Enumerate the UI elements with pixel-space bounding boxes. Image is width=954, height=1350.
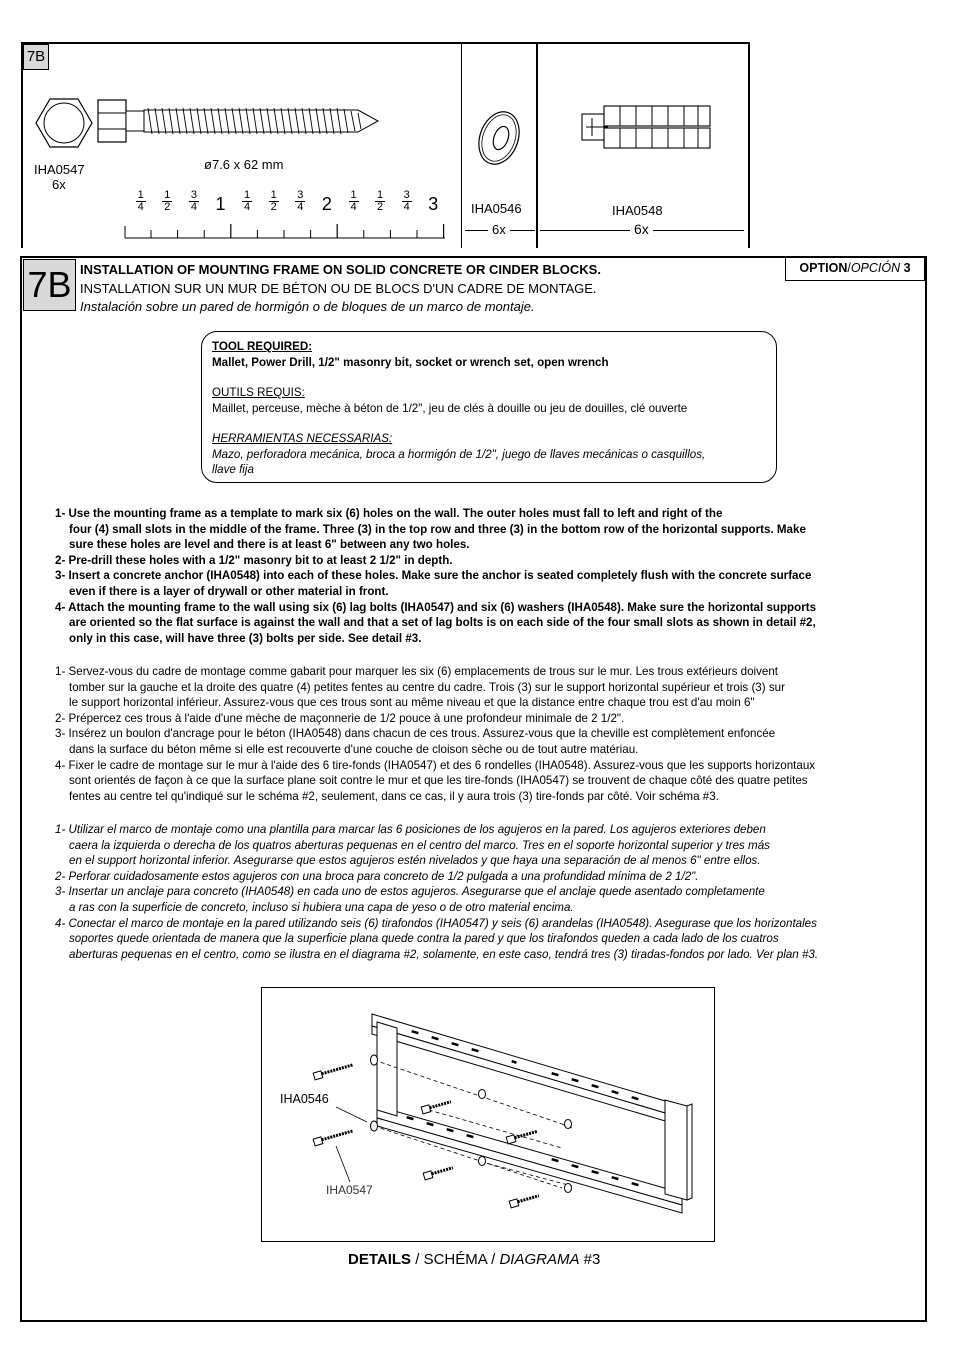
steps-spanish: [55, 822, 818, 962]
steps-english: [55, 506, 816, 646]
caption-sep: /: [411, 1251, 424, 1268]
tools-heading-fr: OUTILS REQUIS:: [212, 386, 305, 399]
step-line: 1- Use the mounting frame as a template to mark six (6) holes on the wall. The outer holes must fall to left and right of the: [55, 507, 723, 520]
ruler-label: 2: [321, 194, 332, 214]
option-number: 3: [903, 261, 911, 275]
caption-details: DETAILS: [348, 1251, 412, 1268]
step-line: 1- Servez-vous du cadre de montage comme gabarit pour marquer les six (6) emplacements de trous sur le mur. Les trous extérieurs doivent: [55, 665, 779, 678]
anchor-icon: [578, 102, 718, 152]
step-line: 3- Insert a concrete anchor (IHA0548) into each of these holes. Make sure the anchor is seated completely flush with the concrete surface: [55, 569, 812, 583]
tools-list-fr: Maillet, perceuse, mèche à béton de 1/2", jeu de clés à douille ou jeu de douilles, clé ouverte: [212, 401, 688, 415]
step-line: le support horizontal inférieur. Assurez-vous que ces trous sont au même niveau et que la distance entre chaque trou est d'au moin 6": [69, 696, 755, 710]
step-line: only in this case, will have three (3) bolts per side. See detail #3.: [69, 631, 422, 645]
section-title-en: INSTALLATION OF MOUNTING FRAME ON SOLID CONCRETE OR CINDER BLOCKS.: [80, 262, 601, 277]
parts-panel-divider-2: [536, 44, 538, 248]
tools-list-en: Mallet, Power Drill, 1/2" masonry bit, socket or wrench set, open wrench: [212, 355, 609, 369]
section-title-fr: INSTALLATION SUR UN MUR DE BÉTON OU DE BLOCS D'UN CADRE DE MONTAGE.: [80, 281, 597, 296]
parts-panel-divider-1: [461, 44, 462, 248]
caption-diagrama: DIAGRAMA: [499, 1251, 580, 1268]
step-line: 2- Perforar cuidadosamente estos agujeros con una broca para concreto de 1/2 pulgada a una profundidad mínima de 2 1/2".: [55, 869, 699, 883]
washer-qty: 6x: [488, 222, 510, 237]
step-line: soportes quede orientada de manera que la superficie plana quede contra la pared y que los tirafondos queden a cada lado de los cuatros: [69, 932, 779, 946]
diagram-label-washer: IHA0546: [280, 1092, 329, 1106]
step-line: fentes au centre tel qu'indiqué sur le schéma #2, seulement, dans ce cas, il y aura trois (3) tire-fonds par côté. Voir schéma #3.: [69, 789, 719, 803]
step-line: 1- Utilizar el marco de montaje como una plantilla para marcar las 6 posiciones de los agujeros en la pared. Los agujeros exteriores deben: [55, 823, 766, 836]
step-line: 3- Insérez un boulon d'ancrage pour le béton (IHA0548) dans chacun de ces trous. Assurez-vous que la cheville est complètement enfoncée: [55, 727, 776, 741]
ruler-label: 1 4: [350, 189, 357, 213]
tools-required-box: [201, 331, 777, 483]
washer-code: IHA0546: [471, 201, 522, 216]
diagram-label-bolt: IHA0547: [326, 1183, 373, 1197]
bolt-size: ø7.6 x 62 mm: [204, 157, 284, 172]
anchor-code: IHA0548: [612, 203, 663, 218]
ruler-label: 1 4: [244, 189, 251, 213]
option-sep: /: [847, 261, 851, 275]
step-line: en el support horizontal inferior. Asegurarse que estos agujeros estén nivelados y que haya una separación de al menos 6" entre ellos.: [69, 854, 761, 868]
step-line: dans la surface du béton même si elle est recouverte d'une couche de cloison sèche ou de tout autre matériau.: [69, 742, 639, 756]
caption-number: #3: [579, 1251, 601, 1268]
ruler-label: 1 2: [164, 189, 171, 213]
step-line: 4- Conectar el marco de montaje en la pared utilizando seis (6) tirafondos (IHA0547) y seis (6) arandelas (IHA0548). Asegurase que los horizontales: [55, 916, 817, 930]
step-line: 4- Attach the mounting frame to the wall using six (6) lag bolts (IHA0547) and six (6) washers (IHA0548). Make sure the horizontal supports: [55, 600, 817, 614]
diagram-caption: [348, 1251, 600, 1268]
caption-schema: SCHÉMA: [423, 1251, 487, 1268]
tools-list-es-line-1: Mazo, perforadora mecánica, broca a hormigón de 1/2", juego de llaves mecánicas o casquillos,: [212, 447, 706, 461]
step-line: aberturas pequenas en el centro, como se ilustra en el diagrama #2, solamente, en este caso, tendrá tres (3) tiradas-fondos por lado. Ver plan #3.: [69, 947, 819, 961]
parts-panel-label: 7B: [23, 44, 49, 70]
step-line: tomber sur la gauche et la droite des quatre (4) petites fentes au centre du cadre. Trois (3) sur le support horizontal supérieur et trois (3) sur: [69, 680, 785, 694]
option-label: OPTION: [799, 261, 848, 275]
tools-heading-en: TOOL REQUIRED:: [212, 340, 313, 353]
ruler-label: 3: [428, 194, 439, 214]
step-line: are oriented so the flat surface is against the wall and that a set of lag bolts is on each side of the four small slots as shown in detail #2,: [69, 616, 816, 630]
option-badge: [785, 257, 925, 281]
washer-icon: [474, 108, 524, 168]
ruler-label: 1 2: [270, 189, 277, 213]
step-line: sont orientés de façon à ce que la surface plane soit contre le mur et que les tire-fonds (IHA0547) se trouvent de chaque côté des quatre petites: [69, 774, 808, 788]
bolt-code: IHA0547: [34, 162, 85, 177]
ruler-label: 1 4: [137, 189, 144, 213]
step-line: 4- Fixer le cadre de montage sur le mur à l'aide des 6 tire-fonds (IHA0547) et des 6 rondelles (IHA0548). Assurez-vous que les supports horizontaux: [55, 758, 816, 772]
ruler-label: 3 4: [190, 189, 197, 213]
ruler-label: 1: [215, 194, 226, 214]
section-label: 7B: [23, 259, 76, 311]
bolt-qty: 6x: [52, 177, 66, 192]
step-line: 2- Prépercez ces trous à l'aide d'une mèche de maçonnerie de 1/2 pouce à une profondeur minimale de 2 1/2".: [55, 711, 625, 725]
anchor-qty: 6x: [630, 221, 653, 237]
tools-list-es-line-2: llave fija: [212, 463, 254, 476]
step-line: 2- Pre-drill these holes with a 1/2" masonry bit to at least 2 1/2" in depth.: [55, 553, 453, 567]
option-label-es: OPCIÓN: [850, 261, 901, 275]
step-line: caera la izquierda o derecha de los quatros aberturas pequenas en el centro del marco. Tres en el soporte horizontal superior y tres más: [69, 838, 770, 852]
mounting-frame-diagram: [262, 988, 714, 1241]
step-line: sure these holes are level and there is at least 6" between any two holes.: [69, 538, 470, 552]
step-line: 3- Insertar un anclaje para concreto (IHA0548) en cada uno de estos agujeros. Asegurarse que el anclaje quede asentado completamente: [55, 885, 765, 899]
caption-sep: /: [486, 1251, 500, 1268]
tools-heading-es: HERRAMIENTAS NECESSARIAS:: [212, 432, 393, 445]
ruler-scale: [124, 218, 449, 240]
section-title-es: Instalación sobre un pared de hormigón o de bloques de un marco de montaje.: [80, 299, 535, 314]
steps-french: [55, 664, 815, 804]
ruler-label: 3 4: [297, 189, 304, 213]
ruler-label: 1 2: [377, 189, 384, 213]
lag-bolt-icon: [28, 95, 388, 155]
step-line: four (4) small slots in the middle of the frame. Three (3) in the top row and three (3) in the bottom row of the horizontal supports. Make: [69, 522, 806, 536]
step-line: even if there is a layer of drywall or other material in front.: [69, 584, 389, 598]
step-line: a ras con la superficie de concreto, incluso si hubiera una capa de yeso o de otro material encima.: [69, 900, 574, 914]
ruler-label: 3 4: [403, 189, 410, 213]
ruler: [124, 190, 449, 240]
